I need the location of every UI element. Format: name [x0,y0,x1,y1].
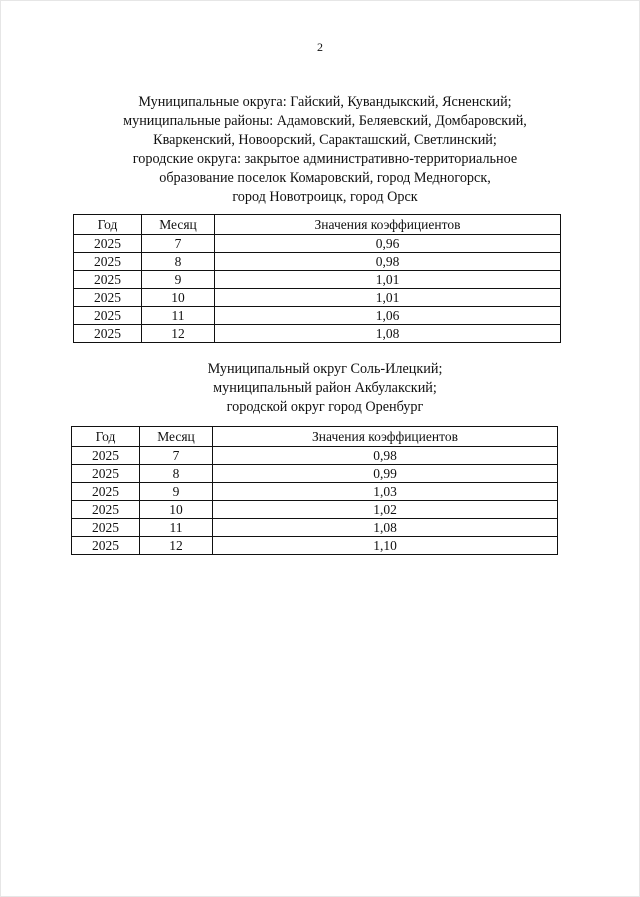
heading-line: муниципальный район Акбулакский; [213,380,437,396]
column-header-value: Значения коэффициентов [215,215,561,235]
cell-year: 2025 [72,465,140,483]
table-row [74,289,561,307]
cell-value: 1,10 [213,537,558,555]
table-row [72,537,558,555]
table-row [72,465,558,483]
table-header-row [74,215,561,235]
coefficients-table-1 [73,214,561,343]
heading-line: Кваркенский, Новоорский, Саракташский, Светлинский; [153,132,497,148]
heading-line: образование поселок Комаровский, город Медногорск, [159,170,491,186]
table-row [72,483,558,501]
cell-year: 2025 [72,447,140,465]
table-row [74,253,561,271]
column-header-year: Год [74,215,142,235]
heading-line: муниципальные районы: Адамовский, Беляевский, Домбаровский, [123,113,527,129]
heading-line: город Новотроицк, город Орск [232,189,418,205]
heading-line: городской округ город Оренбург [226,399,424,415]
cell-year: 2025 [74,253,142,271]
column-header-value: Значения коэффициентов [213,427,558,447]
cell-value: 1,01 [215,271,561,289]
cell-month: 11 [142,307,215,325]
cell-value: 1,08 [213,519,558,537]
coefficients-table-2 [71,426,558,555]
cell-value: 1,02 [213,501,558,519]
cell-month: 7 [140,447,213,465]
cell-month: 7 [142,235,215,253]
cell-year: 2025 [72,483,140,501]
section-2-heading [80,360,570,417]
heading-line: городские округа: закрытое административно-территориальное [132,151,518,167]
page-number: 2 [317,40,323,54]
section-1-heading [80,93,570,207]
table-row [72,501,558,519]
cell-month: 10 [142,289,215,307]
table-row [72,519,558,537]
table-row [74,325,561,343]
cell-year: 2025 [74,289,142,307]
cell-month: 11 [140,519,213,537]
table-row [74,307,561,325]
table-header-row [72,427,558,447]
column-header-month: Месяц [142,215,215,235]
cell-month: 9 [140,483,213,501]
cell-year: 2025 [74,271,142,289]
cell-value: 0,98 [215,253,561,271]
cell-value: 1,03 [213,483,558,501]
cell-value: 1,06 [215,307,561,325]
column-header-year: Год [72,427,140,447]
cell-month: 9 [142,271,215,289]
heading-line: Муниципальные округа: Гайский, Кувандыкский, Ясненский; [138,94,512,110]
cell-value: 1,01 [215,289,561,307]
cell-value: 0,98 [213,447,558,465]
heading-line: Муниципальный округ Соль-Илецкий; [207,361,443,377]
cell-value: 0,99 [213,465,558,483]
cell-value: 0,96 [215,235,561,253]
cell-month: 10 [140,501,213,519]
cell-value: 1,08 [215,325,561,343]
cell-month: 8 [140,465,213,483]
table-row [72,447,558,465]
column-header-month: Месяц [140,427,213,447]
table-row [74,235,561,253]
cell-month: 12 [140,537,213,555]
table-row [74,271,561,289]
cell-year: 2025 [72,501,140,519]
cell-year: 2025 [72,537,140,555]
cell-month: 8 [142,253,215,271]
cell-month: 12 [142,325,215,343]
cell-year: 2025 [74,235,142,253]
cell-year: 2025 [74,307,142,325]
cell-year: 2025 [74,325,142,343]
cell-year: 2025 [72,519,140,537]
